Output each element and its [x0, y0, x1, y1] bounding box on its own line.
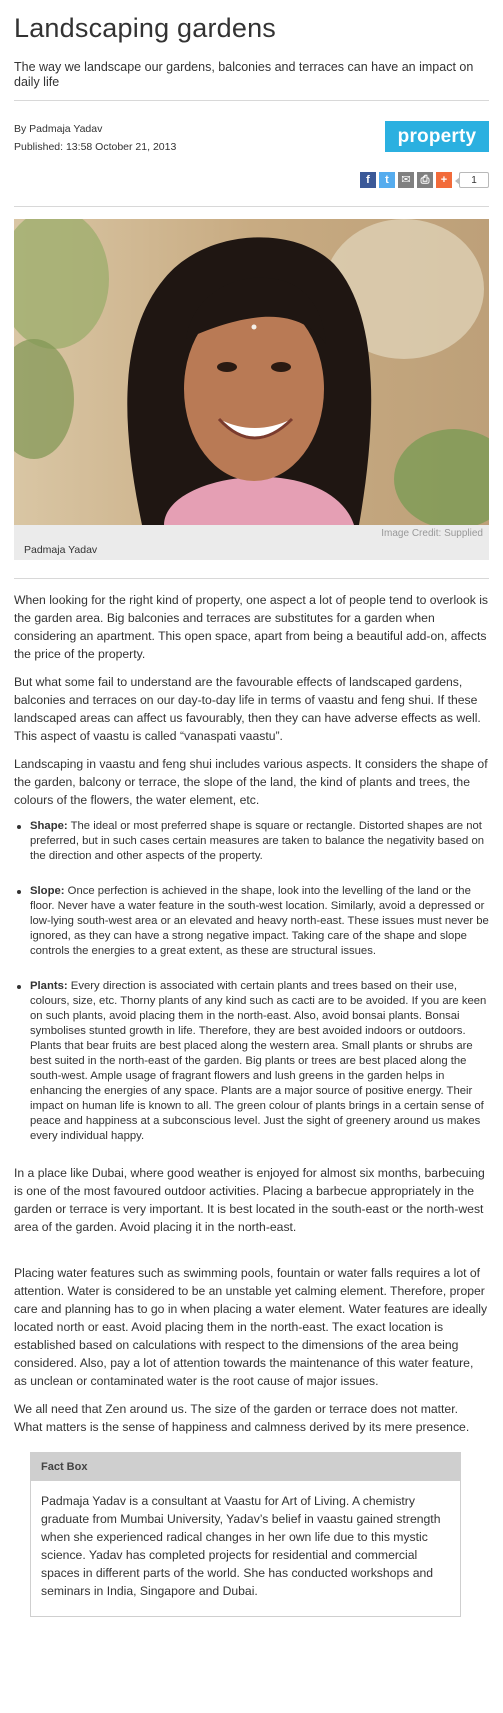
paragraph: But what some fail to understand are the favourable effects of landscaped gardens, balconies and terraces on our day-to-day life in terms of vaastu and feng shui. If these landscaped areas can affect us favourably, then they can have adverse effects as well. This aspect of vaastu is called “vanaspati vaastu”. [14, 675, 481, 743]
share-toolbar [14, 170, 489, 190]
list-item [14, 979, 489, 1144]
photo-caption: Padmaja Yadav [24, 544, 98, 556]
paragraph: Placing water features such as swimming pools, fountain or water falls requires a lot of attention. Water is considered to be an unstable yet calming element. Therefore, proper care and planning has to go in when placing a water element. Water features are ideally located north or east. Avoid placing them in the north-east. The exact location is established based on calculations with respect to the dimensions of the area being considered. Also, pay a lot of attention towards the maintenance of this water feature, as unclean or contaminated water is the root cause of major issues. [14, 1266, 488, 1388]
list-item-text: Once perfection is achieved in the shape, look into the levelling of the land or the floor. Never have a water feature in the south-west location. Similarly, avoid a depressed or low-lying south-west area or an elevated and heavy north-east. These issues must never be ignored, as they can have a strong negative impact. Taking care of the shape and slope controls the energies to a great extent, as these are structural issues. [30, 885, 489, 957]
email-share-icon[interactable]: ✉ [398, 172, 414, 188]
paragraph: In a place like Dubai, where good weather is enjoyed for almost six months, barbecuing is one of the most favoured outdoor activities. Placing a barbecue appropriately in the garden or terrace is very important. It is best located in the south-east or the north-west area of the garden. Avoid placing it in the north-east. [14, 1166, 485, 1234]
list-item-text: The ideal or most preferred shape is square or rectangle. Distorted shapes are not preferred, but in such cases certain measures are taken to balance the negativity based on the direction and other aspects of the property. [30, 820, 485, 862]
portrait-illustration [14, 219, 489, 525]
facebook-share-icon[interactable]: f [360, 172, 376, 188]
photo-caption-box [14, 525, 489, 560]
more-share-icon[interactable]: + [436, 172, 452, 188]
article-subtitle: The way we landscape our gardens, balconies and terraces can have an impact on daily life [14, 60, 474, 89]
fact-box-text: Padmaja Yadav is a consultant at Vaastu for Art of Living. A chemistry graduate from Mumbai University, Yadav’s belief in vaastu gained strength when she experienced radical changes in her own life due to this mystic science. Yadav has completed projects for residential and commercial spaces in different parts of the world. She has conducted workshops and seminars in India, Singapore and Dubai. [41, 1494, 441, 1598]
published-label: Published: [14, 141, 64, 153]
paragraph: Landscaping in vaastu and feng shui includes various aspects. It considers the shape of the garden, balcony or terrace, the slope of the land, the kind of plants and trees, the colours of the flowers, the water element, etc. [14, 757, 488, 807]
article-title: Landscaping gardens [14, 13, 277, 43]
fact-box-heading: Fact Box [31, 1453, 460, 1481]
byline: By Padmaja Yadav [14, 123, 103, 135]
aspects-list [14, 819, 489, 1144]
section-badge-property[interactable]: property [385, 121, 489, 152]
paragraph: We all need that Zen around us. The size of the garden or terrace does not matter. What matters is the sense of happiness and calmness derived by its mere presence. [14, 1402, 470, 1434]
print-icon[interactable]: ⎙ [417, 172, 433, 188]
divider [14, 100, 489, 101]
divider [14, 578, 489, 579]
published-date [14, 141, 176, 153]
list-item-term: Plants: [30, 980, 68, 992]
list-item [14, 884, 489, 959]
list-item-term: Shape: [30, 820, 68, 832]
fact-box [30, 1452, 461, 1617]
article-body [14, 591, 489, 1436]
twitter-share-icon[interactable]: t [379, 172, 395, 188]
author-photo [14, 219, 489, 525]
paragraph: When looking for the right kind of property, one aspect a lot of people tend to overlook is the garden area. Big balconies and terraces are substitutes for a garden when considering an apartment. This open space, apart from being a beautiful add-on, affects the price of the property. [14, 593, 489, 661]
list-item-term: Slope: [30, 885, 65, 897]
image-credit: Image Credit: Supplied [381, 528, 483, 539]
divider [14, 206, 489, 207]
published-value: 13:58 October 21, 2013 [65, 141, 177, 153]
list-item [14, 819, 489, 864]
article-meta [14, 114, 489, 166]
list-item-text: Every direction is associated with certain plants and trees based on their use, colours, size, etc. Thorny plants of any kind such as cacti are to be avoided. If you are keen on such plants, avoid placing them in the north-east. Also, avoid bonsai plants. Bonsai symbolises stunted growth in life. Therefore, they are best avoided indoors or outdoors. Plants that bear fruits are best placed along the western area. Small plants or shrubs are best suited in the north-east of the garden. Big plants or trees are best placed along the south-west. Ample usage of fragrant flowers and lush greens in the garden helps in enhancing the energies of any space. Plants are a major source of positive energy. Their impact on human life is known to all. The green colour of plants brings in a certain sense of peace and happiness at a subconscious level. Just the sight of greenery around us makes every individual happy. [30, 980, 487, 1142]
share-count: 1 [459, 172, 489, 188]
